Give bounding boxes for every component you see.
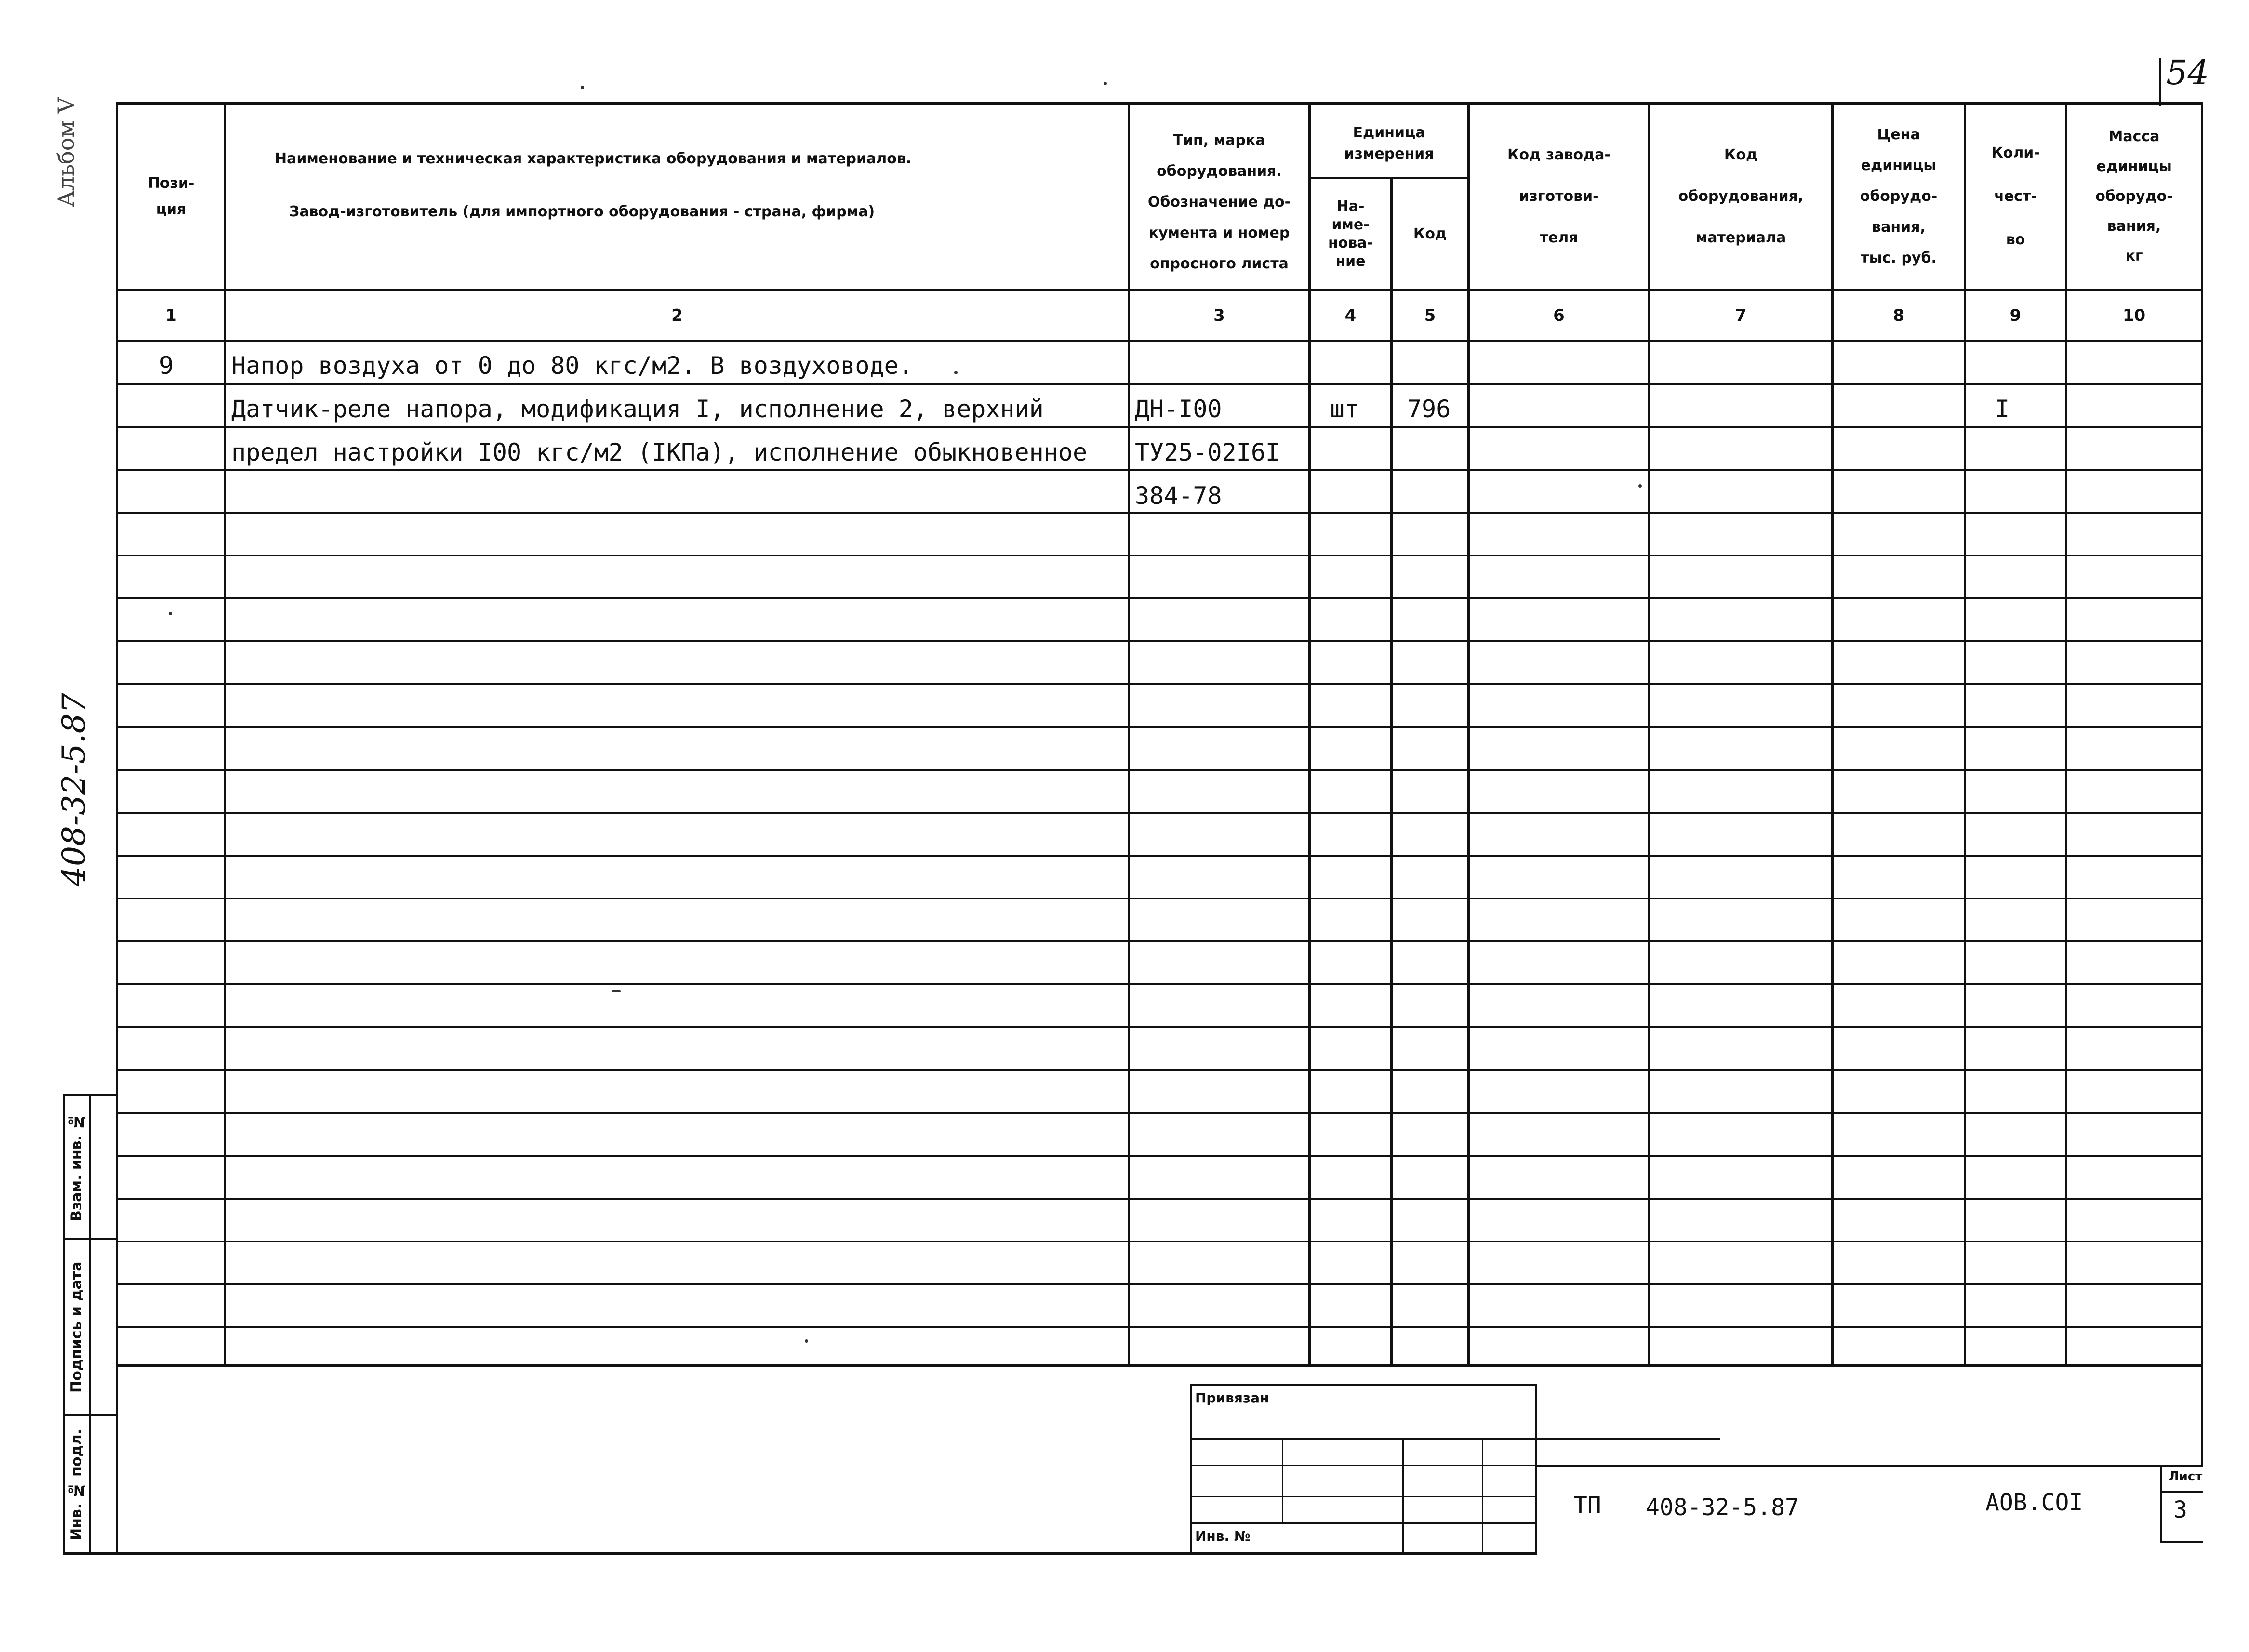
table-row-line <box>116 1283 2201 1285</box>
header-type: Тип, марка оборудования. Обозначение до- кумента и номер опросного листа <box>1147 132 1291 272</box>
table-row-line <box>116 1155 2201 1157</box>
row2-quantity: I <box>1995 395 2010 423</box>
privyazan-row2 <box>1190 1465 1537 1466</box>
privyazan-row1 <box>1190 1438 1720 1440</box>
header-unit-code: Код <box>1413 225 1447 242</box>
scan-speck <box>1638 484 1642 488</box>
row2-type: ДН-I00 <box>1135 395 1222 423</box>
header-mass: Масса единицы оборудо- вания, кг <box>2095 128 2173 264</box>
privyazan-col1 <box>1282 1438 1283 1522</box>
table-row-line <box>116 1241 2201 1242</box>
row3-type: ТУ25-02I6I <box>1135 438 1280 466</box>
colnum-6: 6 <box>1553 306 1565 325</box>
list-box-left <box>2160 1465 2162 1542</box>
colnum-4: 4 <box>1344 306 1357 325</box>
list-box-bottom <box>2160 1541 2203 1543</box>
privyazan-col2 <box>1402 1438 1404 1552</box>
frame-right <box>2201 102 2203 1466</box>
table-row-line <box>116 855 2201 857</box>
number-row-bottom-line <box>116 340 2201 342</box>
header-equipment-code: Код оборудования, материала <box>1678 146 1804 246</box>
privyazan-right <box>1535 1384 1537 1552</box>
row2-name: Датчик-реле напора, модификация I, исполнение 2, верхний <box>231 395 1044 423</box>
row2-code: 796 <box>1407 395 1451 423</box>
side-stamp-inv-podl: Инв. № подл. <box>68 1428 85 1540</box>
colnum-8: 8 <box>1893 306 1904 325</box>
colnum-1: 1 <box>165 306 177 325</box>
project-margin-note: 408-32-5.87 <box>55 693 93 886</box>
table-row-line <box>116 940 2201 942</box>
header-name-line1: Наименование и техническая характеристика оборудования и материалов. <box>275 150 912 167</box>
scan-speck <box>805 1339 808 1343</box>
table-row-line <box>116 983 2201 985</box>
privyazan-row4 <box>1190 1522 1537 1524</box>
table-row-line <box>116 898 2201 899</box>
privyazan-row3 <box>1190 1496 1537 1497</box>
scan-speck <box>581 86 584 89</box>
row3-name: предел настройки I00 кгс/м2 (IКПа), исполнение обыкновенное <box>231 438 1088 466</box>
header-unit-price: Цена единицы оборудо- вания, тыс. руб. <box>1860 126 1938 266</box>
title-block-top <box>1535 1465 2203 1467</box>
side-stamp-inner <box>89 1094 91 1555</box>
corner-divider <box>2159 58 2161 106</box>
header-position: Пози- ция <box>147 174 195 218</box>
table-row-line <box>116 1326 2201 1328</box>
scan-speck <box>169 612 172 615</box>
col-line-4 <box>1390 177 1393 1367</box>
privyazan-col3 <box>1482 1438 1483 1552</box>
table-row-line <box>116 769 2201 771</box>
header-factory-code: Код завода- изготови- теля <box>1507 146 1610 246</box>
table-row-line <box>116 1198 2201 1200</box>
colnum-7: 7 <box>1735 306 1747 325</box>
table-row-line <box>116 1112 2201 1114</box>
header-unit-group: Единица измерения <box>1344 124 1434 162</box>
header-unit-name: На- име- нова- ние <box>1328 198 1373 270</box>
sheet-number: 3 <box>2173 1496 2187 1523</box>
side-stamp-podpis: Подпись и дата <box>68 1261 85 1393</box>
table-row-line <box>116 597 2201 599</box>
project-number: 408-32-5.87 <box>1646 1494 1799 1521</box>
row4-type: 384-78 <box>1135 482 1222 510</box>
scan-speck <box>1104 82 1107 85</box>
table-row-line <box>116 1026 2201 1028</box>
privyazan-left <box>1190 1384 1192 1552</box>
corner-page-number: 54 <box>2166 53 2209 93</box>
document-code: АОВ.СОI <box>1985 1489 2083 1516</box>
colnum-5: 5 <box>1424 306 1436 325</box>
scan-speck <box>612 990 621 992</box>
frame-bottom <box>63 1552 1537 1555</box>
tp-label: ТП <box>1573 1492 1601 1519</box>
table-bottom-line <box>116 1364 2201 1367</box>
header-quantity: Коли- чест- во <box>1991 144 2040 248</box>
row1-name: Напор воздуха от 0 до 80 кгс/м2. В воздуховоде. <box>231 352 913 380</box>
album-margin-note: Альбом V <box>53 97 79 207</box>
table-row-line <box>116 683 2201 685</box>
header-name-line2: Завод-изготовитель (для импортного оборудования - страна, фирма) <box>289 203 875 220</box>
table-row-line <box>116 812 2201 814</box>
scan-speck <box>954 371 958 374</box>
privyazan-label: Привязан <box>1195 1390 1269 1406</box>
side-stamp-div2 <box>63 1414 118 1416</box>
table-row-line <box>116 555 2201 556</box>
colnum-9: 9 <box>2009 306 2022 325</box>
row2-unit: шт <box>1330 395 1359 423</box>
table-row-line <box>116 640 2201 642</box>
sheet-label: Лист <box>2169 1469 2203 1484</box>
colnum-10: 10 <box>2122 306 2146 325</box>
colnum-3: 3 <box>1213 306 1225 325</box>
colnum-2: 2 <box>671 306 683 325</box>
side-stamp-div1 <box>63 1238 118 1240</box>
row1-position: 9 <box>159 352 174 380</box>
table-row-line <box>116 1069 2201 1071</box>
side-stamp-vzam: Взам. инв. № <box>68 1113 85 1221</box>
inv-no-label: Инв. № <box>1195 1528 1251 1544</box>
table-row-line <box>116 726 2201 728</box>
privyazan-top <box>1190 1384 1537 1386</box>
